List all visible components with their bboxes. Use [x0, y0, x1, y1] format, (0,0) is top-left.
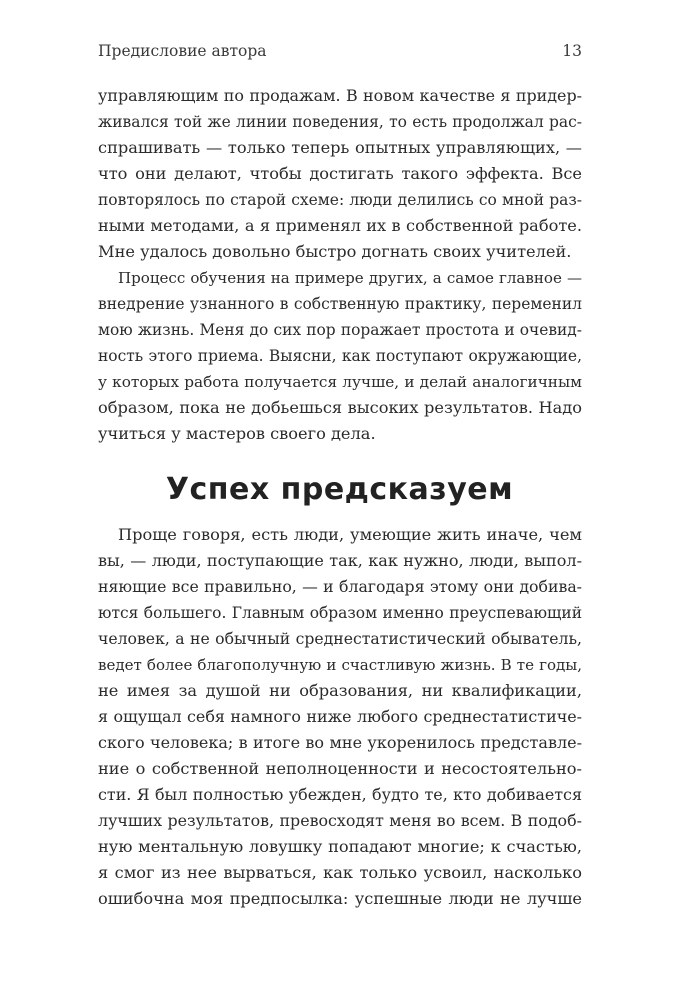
- text-line: ского человека; в итоге во мне укоренилось представле-: [98, 733, 582, 752]
- text-line: ошибочна моя предпосылка: успешные люди не лучше: [98, 889, 582, 908]
- text-line: ведет более благополучную и счастливую жизнь. В те годы,: [98, 656, 582, 674]
- paragraph-2: [98, 265, 582, 447]
- text-line: у которых работа получается лучше, и делай аналогичным: [98, 373, 582, 391]
- page-number: 13: [562, 42, 582, 60]
- text-line: лучших результатов, превосходят меня во всем. В подоб-: [98, 811, 582, 830]
- running-title: Предисловие автора: [98, 42, 267, 60]
- section-heading: Успех предсказуем: [165, 472, 514, 507]
- text-line: образом, пока не добьешься высоких результатов. Надо: [98, 398, 582, 417]
- text-line: я ощущал себя намного ниже любого среднестатистиче-: [98, 707, 582, 726]
- text-line: внедрение узнанного в собственную практику, переменил: [98, 295, 582, 313]
- text-line: ются большего. Главным образом именно преуспевающий: [98, 604, 582, 622]
- text-line: живался той же линии поведения, то есть продолжал рас-: [98, 113, 582, 131]
- text-line: что они делают, чтобы достигать такого эффекта. Все: [98, 164, 582, 183]
- text-line: управляющим по продажам. В новом качестве я придер-: [98, 86, 582, 105]
- text-line: Проще говоря, есть люди, умеющие жить иначе, чем: [118, 525, 582, 544]
- text-line: ными методами, а я применял их в собственной работе.: [98, 216, 582, 235]
- paragraph-1: [98, 83, 582, 265]
- running-header: [98, 42, 582, 64]
- text-line: ность этого приема. Выясни, как поступают окружающие,: [98, 347, 582, 365]
- text-line: мою жизнь. Меня до сих пор поражает простота и очевид-: [98, 321, 582, 339]
- text-line: человек, а не обычный среднестатистический обыватель,: [98, 629, 582, 648]
- text-line: учиться у мастеров своего дела.: [98, 424, 376, 443]
- text-line: Процесс обучения на примере других, а самое главное —: [118, 269, 582, 287]
- text-line: я смог из нее вырваться, как только усвоил, насколько: [98, 863, 582, 882]
- paragraph-3: [98, 522, 582, 912]
- text-line: не имея за душой ни образования, ни квалификации,: [98, 681, 582, 700]
- text-line: сти. Я был полностью убежден, будто те, кто добивается: [98, 785, 582, 804]
- text-line: ную ментальную ловушку попадают многие; к счастью,: [98, 837, 582, 856]
- text-line: спрашивать — только теперь опытных управляющих, —: [98, 138, 582, 157]
- text-line: повторялось по старой схеме: люди делились со мной раз-: [98, 191, 582, 209]
- text-line: Мне удалось довольно быстро догнать своих учителей.: [98, 242, 572, 261]
- text-line: ние о собственной неполноценности и несостоятельно-: [98, 759, 582, 778]
- text-line: вы, — люди, поступающие так, как нужно, люди, выпол-: [98, 551, 582, 570]
- text-line: няющие все правильно, — и благодаря этому они добива-: [98, 577, 582, 596]
